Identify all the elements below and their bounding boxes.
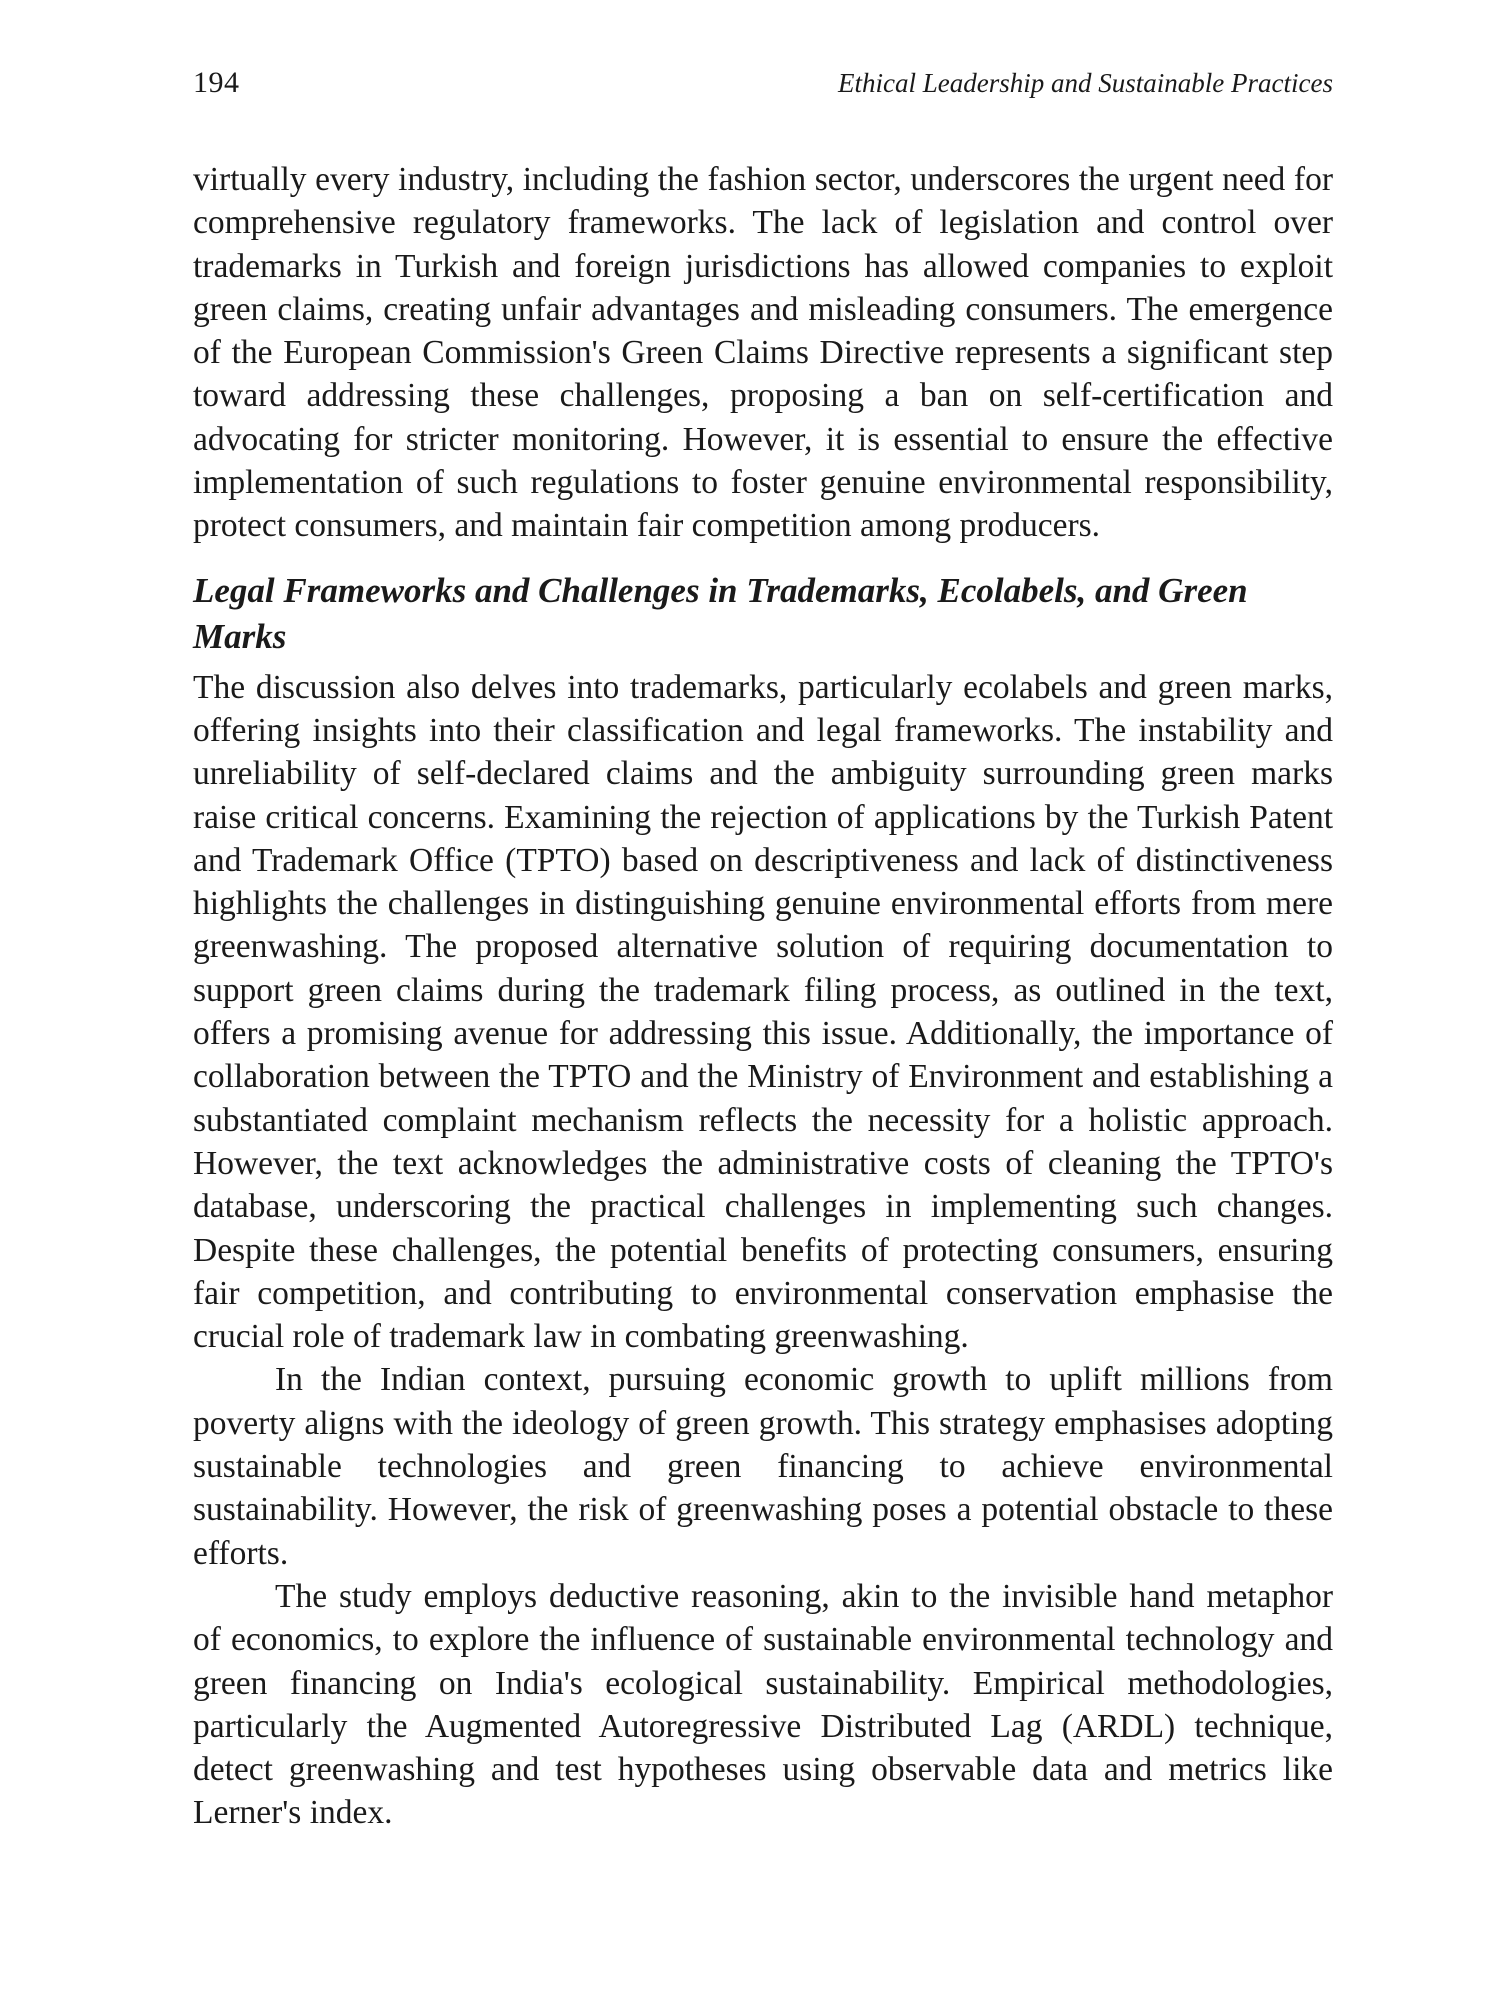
paragraph-study-methodology: The study employs deductive reasoning, akin to the invisible hand metaphor of economics, to explore the influence of sustainable environmental technology and green financing on India's ecological sustainability. Empirical methodologies, particularly the Augmented Autoregressive Distributed Lag (ARDL) technique, detect greenwashing and test hypotheses using observable data and metrics like Lerner's index. <box>193 1577 1333 1832</box>
running-title: Ethical Leadership and Sustainable Practices <box>838 68 1333 98</box>
paragraph-trademarks: The discussion also delves into trademarks, particularly ecolabels and green marks, offering insights into their classification and legal frameworks. The instability and unreliability of self-declared claims and the ambiguity surrounding green marks raise critical concerns. Examining the rejection of applications by the Turkish Patent and Trademark Office (TPTO) based on descriptiveness and lack of distinctiveness highlights the challenges in distinguishing genuine environmental efforts from mere greenwashing. The proposed alternative solution of requiring documentation to support green claims during the trademark filing process, as outlined in the text, offers a promising avenue for addressing this issue. Additionally, the importance of collaboration between the TPTO and the Ministry of Environment and establishing a substantiated complaint mechanism reflects the necessity for a holistic approach. However, the text acknowledges the administrative costs of cleaning the TPTO's database, underscoring the practical challenges in implementing such changes. Despite these challenges, the potential benefits of protecting consumers, ensuring fair competition, and contributing to environmental conservation emphasise the crucial role of trademark law in combating greenwashing. <box>193 668 1333 1356</box>
page-number: 194 <box>193 66 240 99</box>
paragraph-indian-context: In the Indian context, pursuing economic growth to uplift millions from poverty aligns with the ideology of green growth. This strategy emphasises adopting sustainable technologies and green financing to achieve environmental sustainability. However, the risk of greenwashing poses a potential obstacle to these efforts. <box>193 1361 1333 1572</box>
paragraph-continuation: virtually every industry, including the fashion sector, underscores the urgent need for comprehensive regulatory frameworks. The lack of legislation and control over trademarks in Turkish and foreign jurisdictions has allowed companies to exploit green claims, creating unfair advantages and misleading consumers. The emergence of the European Commission's Green Claims Directive represents a significant step toward addressing these challenges, proposing a ban on self-certification and advocating for stricter monitoring. However, it is essential to ensure the effective implementation of such regulations to foster genuine environmental responsibility, protect consumers, and maintain fair competition among producers. <box>193 161 1333 545</box>
body-text <box>193 158 1333 1835</box>
section-heading: Legal Frameworks and Challenges in Trademarks, Ecolabels, and Green Marks <box>193 570 1248 656</box>
running-header <box>193 66 1333 106</box>
